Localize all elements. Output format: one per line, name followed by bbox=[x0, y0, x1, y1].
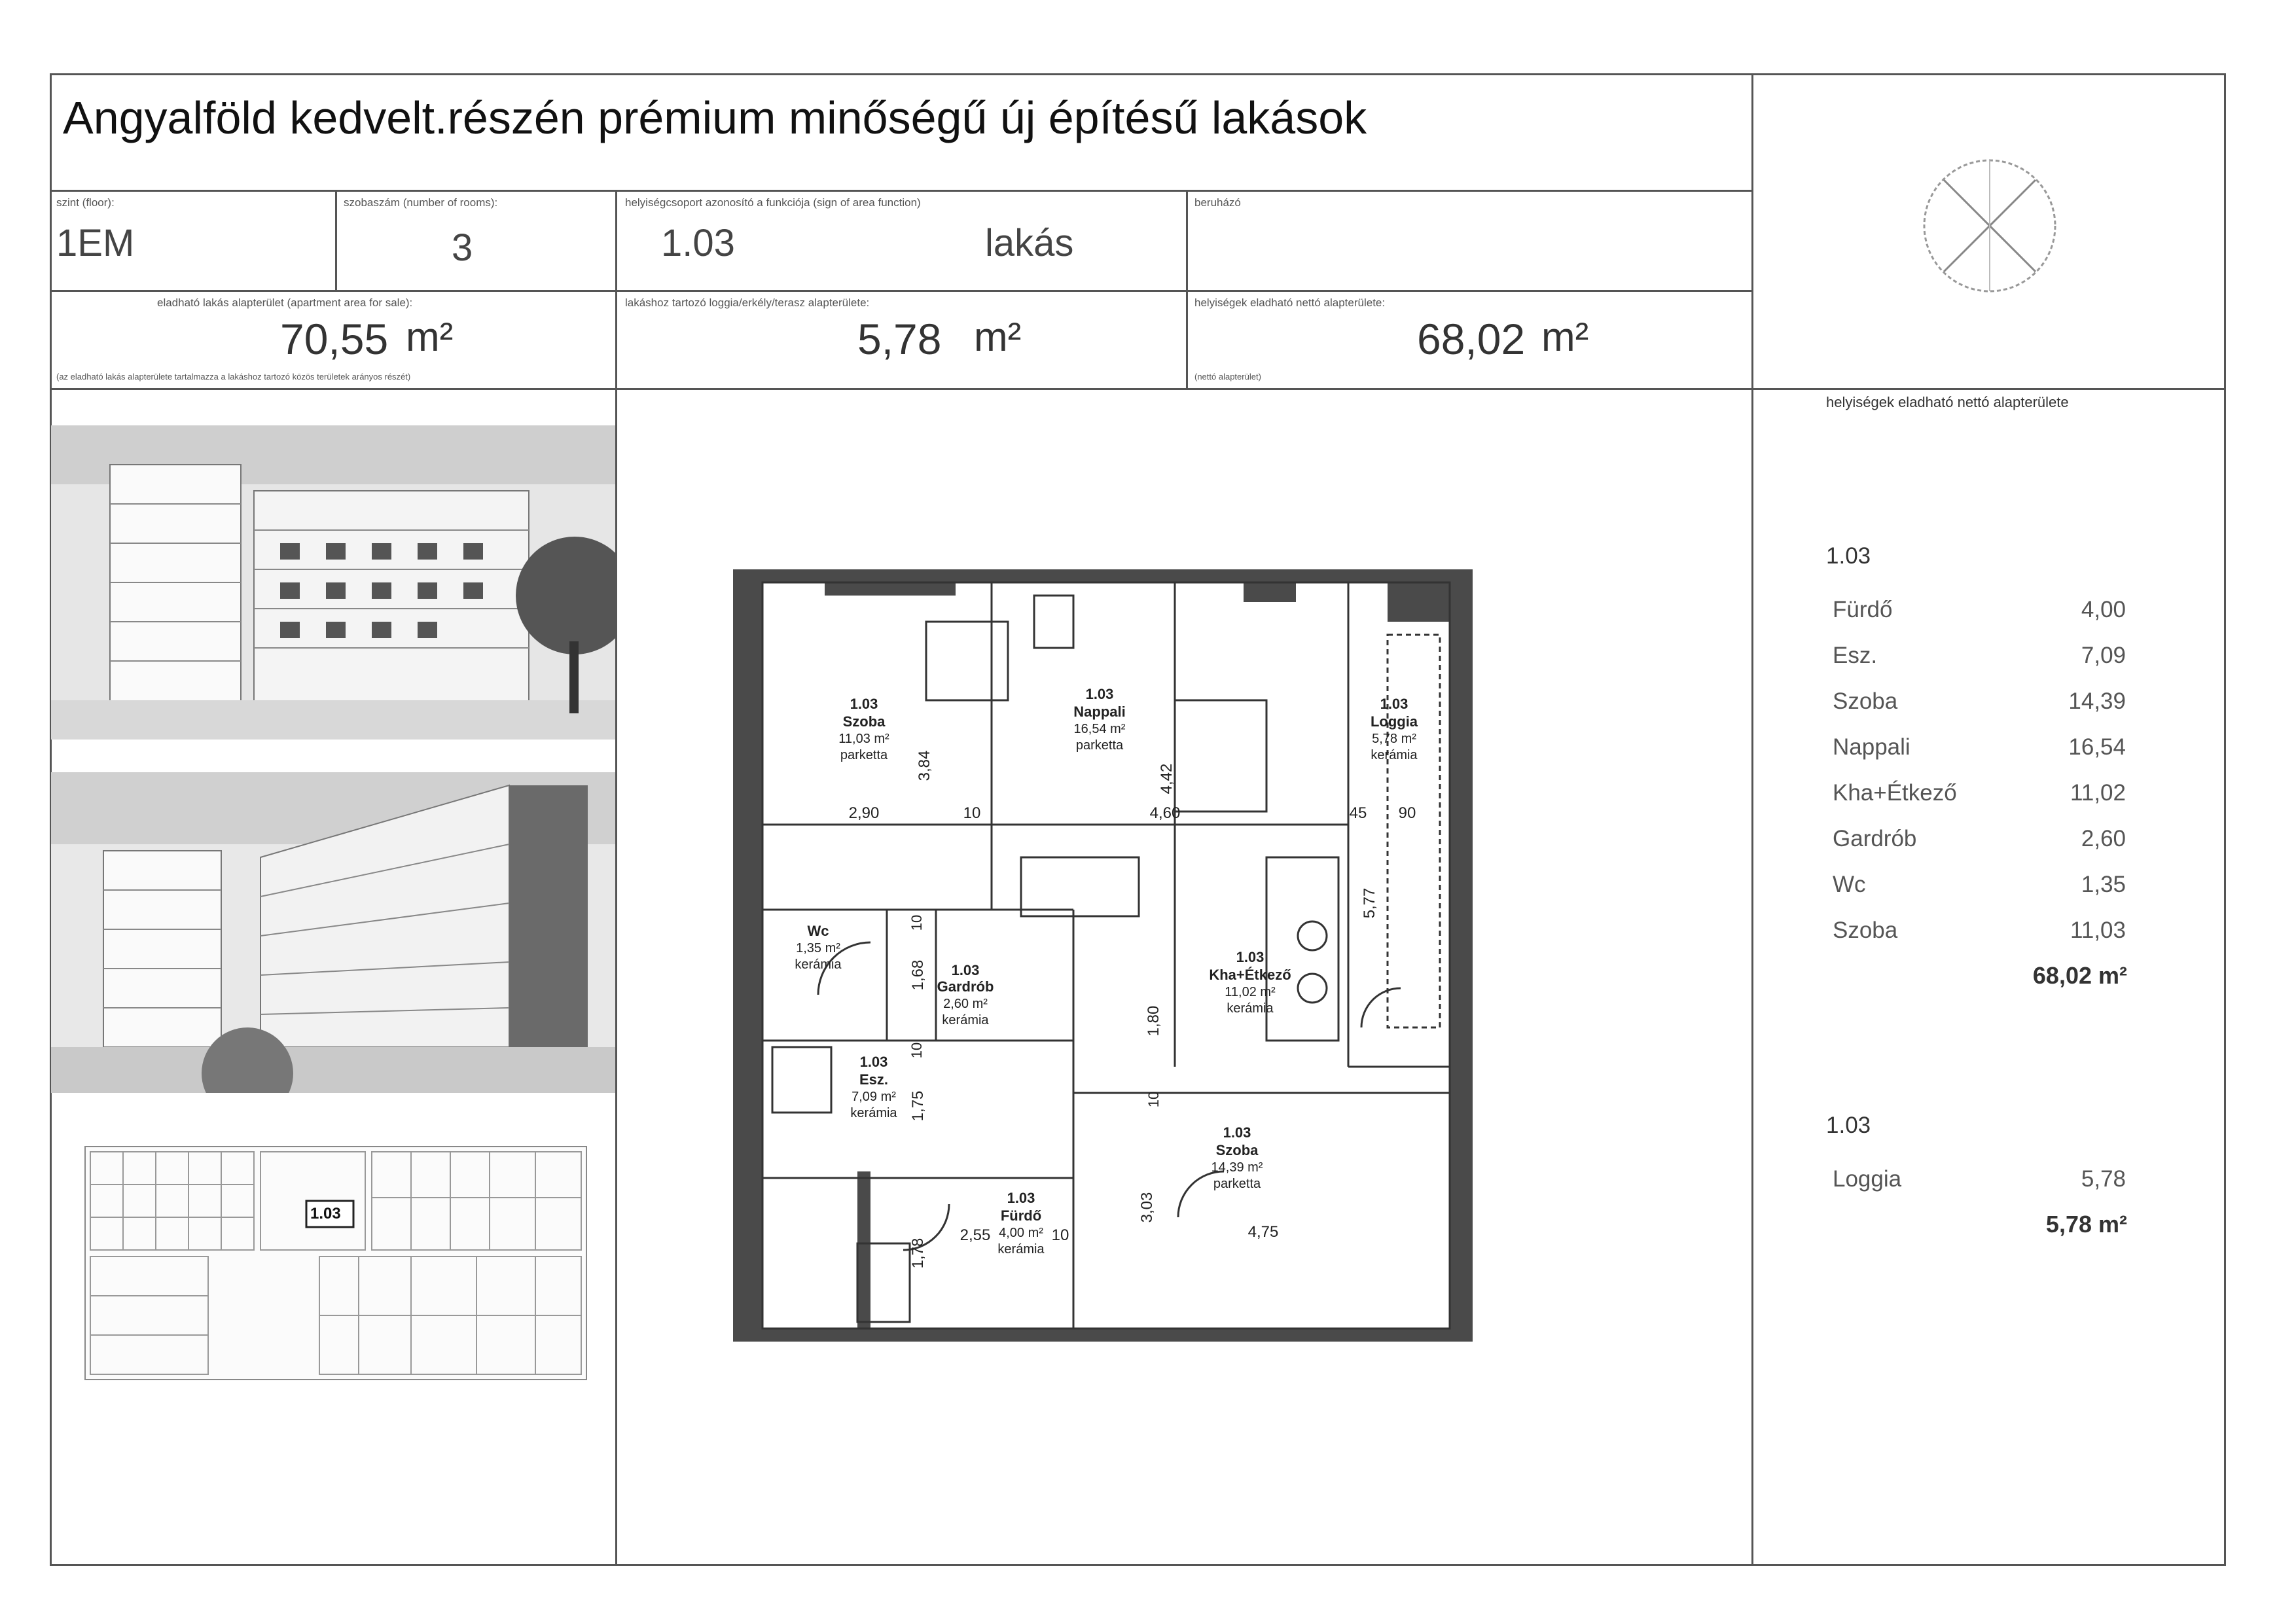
dim-255: 2,55 bbox=[960, 1226, 991, 1244]
rooms-label: szobaszám (number of rooms): bbox=[344, 196, 498, 209]
room-area: 1,35 bbox=[2081, 872, 2126, 897]
room-name: Kha+Étkező bbox=[1833, 780, 1957, 806]
dim-45: 45 bbox=[1349, 804, 1367, 822]
dim-180: 1,80 bbox=[1145, 1005, 1162, 1037]
divider-info-bottom bbox=[50, 388, 2226, 390]
room-floor-szoba2: parketta bbox=[1213, 1177, 1261, 1191]
dim-290: 2,90 bbox=[848, 804, 880, 822]
room-area-furdo: 4,00 m² bbox=[999, 1226, 1043, 1240]
room-area-szoba2: 14,39 m² bbox=[1211, 1160, 1263, 1175]
room-id-gardrob: 1.03 bbox=[951, 962, 980, 978]
room-area: 16,54 bbox=[2068, 734, 2126, 760]
dim-10c: 10 bbox=[908, 914, 925, 931]
loggia-unit: m² bbox=[974, 315, 1022, 360]
sidebar-group1-total: 68,02 m² bbox=[2032, 962, 2127, 989]
sidebar-group2-total: 5,78 m² bbox=[2045, 1211, 2127, 1238]
compass-icon bbox=[1911, 151, 2081, 301]
sidebar-group1-id: 1.03 bbox=[1826, 543, 1871, 569]
room-area-konyha: 11,02 m² bbox=[1225, 985, 1276, 999]
building-render-2 bbox=[51, 772, 615, 1093]
area-label: eladható lakás alapterület (apartment area for sale): bbox=[157, 296, 413, 309]
dim-442: 4,42 bbox=[1158, 763, 1175, 794]
dim-384: 3,84 bbox=[916, 750, 933, 781]
page-title: Angyalföld kedvelt.részén prémium minőségű új építésű lakások bbox=[63, 92, 1367, 143]
floor-value: 1EM bbox=[56, 222, 135, 264]
frame-right bbox=[2224, 73, 2226, 1566]
rooms-value: 3 bbox=[452, 226, 473, 269]
net-value: 68,02 bbox=[1417, 315, 1526, 363]
divider-cell-1 bbox=[335, 190, 337, 291]
room-name: Fürdő bbox=[1833, 597, 1893, 622]
room-floor-szoba1: parketta bbox=[840, 748, 888, 762]
net-note: (nettó alapterület) bbox=[1194, 372, 1261, 382]
dim-303: 3,03 bbox=[1138, 1192, 1156, 1223]
room-area: 4,00 bbox=[2081, 597, 2126, 622]
extra-label: beruházó bbox=[1194, 196, 1241, 209]
room-name-szoba2: Szoba bbox=[1215, 1142, 1259, 1158]
room-name-konyha: Kha+Étkező bbox=[1209, 967, 1291, 983]
room-area-szoba1: 11,03 m² bbox=[838, 732, 889, 746]
room-area-esz: 7,09 m² bbox=[852, 1090, 896, 1104]
room-name: Szoba bbox=[1833, 918, 1898, 943]
divider-header bbox=[50, 190, 1753, 192]
room-name: Szoba bbox=[1833, 688, 1898, 714]
room-floor-nappali: parketta bbox=[1075, 738, 1124, 753]
net-unit: m² bbox=[1541, 315, 1589, 360]
room-name-furdo: Fürdő bbox=[1000, 1207, 1042, 1224]
site-plan bbox=[84, 1145, 588, 1381]
room-area: 11,02 bbox=[2070, 780, 2126, 806]
area-unit: m² bbox=[406, 315, 454, 360]
frame-bottom bbox=[50, 1564, 2226, 1566]
group-label: helyiségcsoport azonosító a funkciója (sign of area function) bbox=[625, 196, 921, 209]
room-area: 2,60 bbox=[2081, 826, 2126, 851]
dim-168: 1,68 bbox=[909, 959, 927, 991]
area-value: 70,55 bbox=[280, 315, 389, 363]
site-plan-unit-tag: 1.03 bbox=[310, 1205, 341, 1222]
room-id-szoba1: 1.03 bbox=[850, 696, 878, 712]
room-name-loggia: Loggia bbox=[1370, 713, 1418, 730]
divider-left-col bbox=[615, 190, 617, 1566]
dim-175: 1,75 bbox=[909, 1090, 927, 1122]
room-floor-konyha: kerámia bbox=[1227, 1001, 1274, 1016]
divider-info bbox=[50, 290, 1753, 292]
room-name-wc: Wc bbox=[807, 923, 829, 939]
room-id-loggia: 1.03 bbox=[1380, 696, 1408, 712]
room-id-nappali: 1.03 bbox=[1085, 686, 1114, 702]
room-name-szoba1: Szoba bbox=[842, 713, 886, 730]
dim-10e: 10 bbox=[1145, 1091, 1162, 1108]
sidebar-heading: helyiségek eladható nettó alapterülete bbox=[1826, 394, 2069, 410]
room-area-gardrob: 2,60 m² bbox=[943, 997, 988, 1011]
dim-178: 1,78 bbox=[909, 1238, 927, 1269]
room-id-furdo: 1.03 bbox=[1007, 1190, 1035, 1206]
room-floor-esz: kerámia bbox=[850, 1106, 897, 1120]
building-render-1 bbox=[51, 425, 615, 740]
sidebar-loggia-area: 5,78 bbox=[2081, 1166, 2126, 1192]
floor-label: szint (floor): bbox=[56, 196, 115, 209]
room-floor-furdo: kerámia bbox=[997, 1242, 1045, 1257]
floor-plan bbox=[733, 569, 1486, 1342]
room-area-nappali: 16,54 m² bbox=[1073, 722, 1126, 736]
room-floor-loggia: kerámia bbox=[1371, 748, 1418, 762]
divider-cell-2 bbox=[1186, 190, 1188, 389]
loggia-value: 5,78 bbox=[857, 315, 942, 363]
room-name: Wc bbox=[1833, 872, 1866, 897]
room-name-gardrob: Gardrób bbox=[937, 978, 994, 995]
room-id-esz: 1.03 bbox=[859, 1054, 888, 1070]
room-name: Esz. bbox=[1833, 643, 1878, 668]
net-label: helyiségek eladható nettó alapterülete: bbox=[1194, 296, 1386, 309]
room-name-nappali: Nappali bbox=[1073, 704, 1126, 720]
dim-10b: 10 bbox=[1051, 1226, 1069, 1244]
room-area: 7,09 bbox=[2081, 643, 2126, 668]
sidebar-group2-id: 1.03 bbox=[1826, 1113, 1871, 1138]
room-id-konyha: 1.03 bbox=[1236, 949, 1265, 965]
dim-460: 4,60 bbox=[1149, 804, 1181, 822]
room-id-szoba2: 1.03 bbox=[1223, 1124, 1251, 1141]
function-value: lakás bbox=[985, 222, 1074, 264]
frame-top bbox=[50, 73, 2226, 75]
dim-475: 4,75 bbox=[1247, 1223, 1279, 1241]
loggia-label: lakáshoz tartozó loggia/erkély/terasz alapterülete: bbox=[625, 296, 870, 309]
room-name: Gardrób bbox=[1833, 826, 1917, 851]
dim-10a: 10 bbox=[963, 804, 981, 822]
divider-sidebar bbox=[1751, 73, 1753, 1566]
sidebar-loggia-name: Loggia bbox=[1833, 1166, 1902, 1192]
group-value: 1.03 bbox=[661, 222, 735, 264]
room-floor-gardrob: kerámia bbox=[942, 1013, 989, 1027]
room-area-wc: 1,35 m² bbox=[796, 941, 840, 955]
dim-90: 90 bbox=[1398, 804, 1416, 822]
dim-10d: 10 bbox=[908, 1042, 925, 1059]
dim-577: 5,77 bbox=[1361, 887, 1378, 919]
room-name-esz: Esz. bbox=[859, 1071, 889, 1088]
area-note: (az eladható lakás alapterülete tartalmazza a lakáshoz tartozó közös területek arányos részét) bbox=[56, 372, 411, 382]
room-area-loggia: 5,78 m² bbox=[1372, 732, 1416, 746]
room-area: 11,03 bbox=[2070, 918, 2126, 943]
room-name: Nappali bbox=[1833, 734, 1910, 760]
room-area: 14,39 bbox=[2068, 688, 2126, 714]
room-floor-wc: kerámia bbox=[795, 957, 842, 972]
